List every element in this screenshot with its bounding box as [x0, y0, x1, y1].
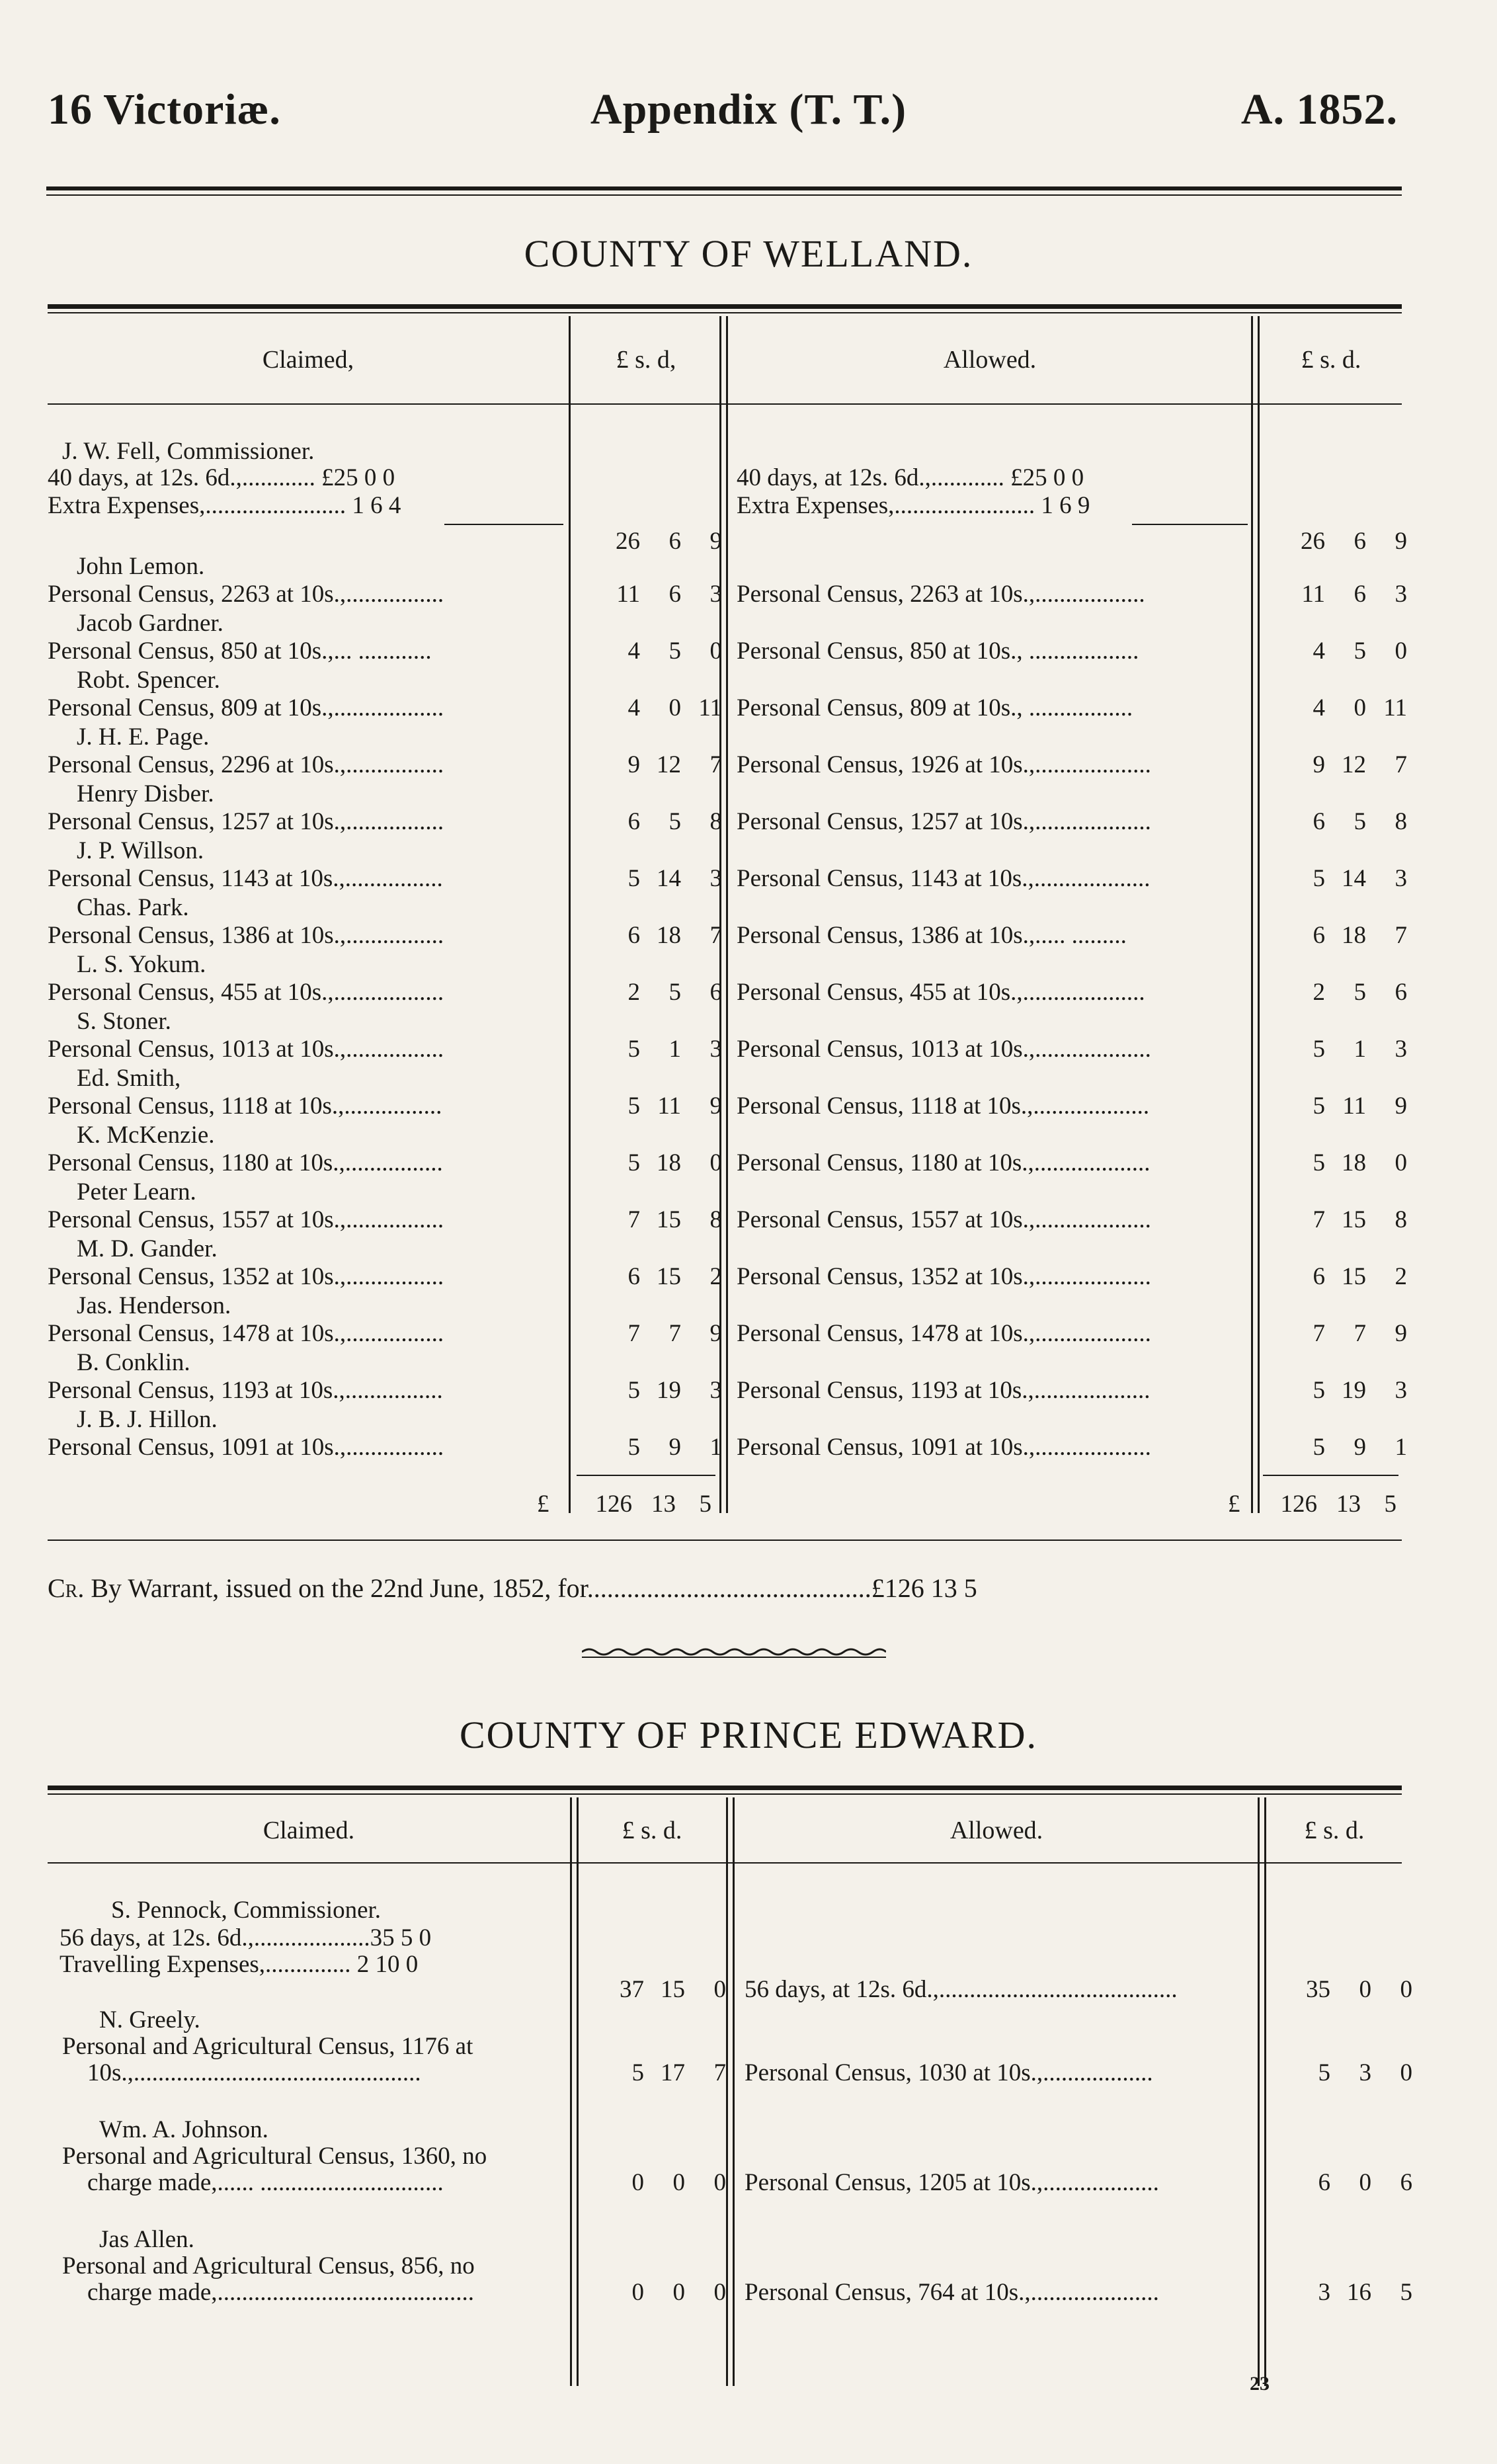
allowed-item: Personal Census, 1193 at 10s.,...................	[737, 1377, 1151, 1404]
column-header-lsd: £ s. d.	[622, 1817, 682, 1844]
shillings-value: 18	[1342, 1149, 1366, 1176]
allowed-item: Personal Census, 764 at 10s.,.....................	[745, 2279, 1159, 2306]
person-name: Ed. Smith,	[77, 1065, 181, 1092]
header-appendix: Appendix (T. T.)	[590, 85, 907, 134]
pence-value: 8	[1395, 808, 1407, 835]
person-name: Jas Allen.	[99, 2226, 194, 2253]
pence-value: 1	[1395, 1434, 1407, 1461]
allowed-item: Personal Census, 1926 at 10s.,...................	[737, 751, 1151, 778]
claimed-item: Personal and Agricultural Census, 856, no	[62, 2252, 475, 2279]
column-divider	[570, 1797, 572, 2386]
claimed-item: Personal Census, 1091 at 10s.,................	[48, 1434, 444, 1461]
pounds-value: 5	[1313, 1434, 1325, 1461]
shillings-value: 17	[661, 2059, 685, 2086]
header-session: 16 Victoriæ.	[48, 85, 281, 134]
person-name: L. S. Yokum.	[77, 951, 206, 978]
pence-value: 0	[709, 637, 722, 665]
person-name: N. Greely.	[99, 2006, 200, 2033]
claimed-item: Personal Census, 455 at 10s.,..................	[48, 979, 444, 1006]
claimed-days: 56 days, at 12s. 6d.,...................35 5 0	[60, 1924, 432, 1951]
table-top-rule-thin	[48, 312, 1402, 313]
pence-value: 3	[1395, 1036, 1407, 1063]
column-divider	[1258, 316, 1260, 1513]
pence-value: 9	[709, 1320, 722, 1347]
column-header-lsd: £ s. d.	[1304, 1817, 1365, 1844]
shillings-value: 5	[668, 637, 681, 665]
shillings-value: 9	[668, 1434, 681, 1461]
pence-value: 7	[1395, 922, 1407, 949]
shillings-value: 5	[1354, 808, 1366, 835]
pence-value: 8	[709, 1206, 722, 1233]
shillings-value: 13	[1336, 1491, 1361, 1518]
pounds-value: 5	[1313, 1149, 1325, 1176]
shillings-value: 12	[1342, 751, 1366, 778]
shillings-value: 14	[657, 865, 681, 892]
pounds-value: 4	[627, 637, 640, 665]
allowed-item: Personal Census, 1180 at 10s.,...................	[737, 1149, 1151, 1176]
allowed-item: Personal Census, 1118 at 10s.,...................	[737, 1092, 1150, 1120]
claimed-item: Personal Census, 809 at 10s.,..................	[48, 694, 444, 721]
pounds-value: 5	[627, 1036, 640, 1063]
pounds-value: 5	[1313, 1092, 1325, 1120]
total-pound-symbol: £	[537, 1491, 549, 1518]
table-head-rule	[48, 1862, 1402, 1864]
pounds-value: 6	[1318, 2169, 1330, 2196]
pence-value: 0	[709, 1149, 722, 1176]
pence-value: 3	[709, 1036, 722, 1063]
shillings-value: 3	[1359, 2059, 1371, 2086]
allowed-days: 40 days, at 12s. 6d.,............ £25 0 0	[737, 464, 1084, 491]
welland-title: COUNTY OF WELLAND.	[524, 232, 973, 275]
pence-value: 7	[709, 751, 722, 778]
pounds-value: 5	[627, 1092, 640, 1120]
shillings-value: 0	[672, 2169, 685, 2196]
person-name: Jas. Henderson.	[77, 1292, 231, 1319]
column-header-claimed: Claimed.	[263, 1817, 355, 1844]
shillings-value: 0	[1354, 694, 1366, 721]
shillings-value: 12	[657, 751, 681, 778]
shillings-value: 0	[672, 2279, 685, 2306]
allowed-item: Personal Census, 1257 at 10s.,...................	[737, 808, 1151, 835]
claimed-item: Personal Census, 1478 at 10s.,................	[48, 1320, 444, 1347]
pounds-value: 5	[627, 865, 640, 892]
person-name: Jacob Gardner.	[77, 610, 223, 637]
pounds-value: 6	[1313, 1263, 1325, 1290]
prince-edward-title: COUNTY OF PRINCE EDWARD.	[460, 1713, 1037, 1756]
pence-value: 0	[713, 2279, 726, 2306]
shillings-value: 16	[1347, 2279, 1371, 2306]
column-divider	[1251, 316, 1253, 1513]
allowed-item: Personal Census, 455 at 10s.,....................	[737, 979, 1145, 1006]
shillings-value: 18	[1342, 922, 1366, 949]
pounds-value: 4	[1313, 637, 1325, 665]
total-rule	[577, 1475, 715, 1476]
person-name: J. P. Willson.	[77, 837, 204, 864]
pence-value: 3	[1395, 865, 1407, 892]
pounds-value: 2	[627, 979, 640, 1006]
pounds-value: 9	[1313, 751, 1325, 778]
column-divider	[726, 1797, 728, 2386]
pence-value: 9	[1395, 528, 1407, 555]
column-header-lsd: £ s. d,	[616, 346, 676, 374]
claimed-item: Personal Census, 850 at 10s.,... ............	[48, 637, 432, 665]
pence-value: 0	[1400, 2059, 1412, 2086]
pounds-value: 5	[1313, 1036, 1325, 1063]
person-name: Henry Disber.	[77, 780, 214, 807]
pence-value: 5	[1400, 2279, 1412, 2306]
table-bottom-rule	[48, 1540, 1402, 1541]
column-header-allowed: Allowed.	[943, 346, 1037, 374]
allowed-item: Personal Census, 1205 at 10s.,...................	[745, 2169, 1159, 2196]
person-name: Wm. A. Johnson.	[99, 2116, 268, 2143]
pence-value: 8	[709, 808, 722, 835]
person-name: K. McKenzie.	[77, 1122, 215, 1149]
shillings-value: 11	[657, 1092, 681, 1120]
pounds-value: 5	[627, 1149, 640, 1176]
pence-value: 2	[1395, 1263, 1407, 1290]
claimed-item: Personal Census, 1118 at 10s.,................	[48, 1092, 442, 1120]
subtotal-rule	[444, 524, 563, 525]
pounds-value: 6	[627, 922, 640, 949]
pence-value: 3	[709, 1377, 722, 1404]
pence-value: 3	[1395, 1377, 1407, 1404]
shillings-value: 0	[1359, 1976, 1371, 2003]
pounds-value: 126	[1280, 1491, 1317, 1518]
column-header-lsd: £ s. d.	[1301, 346, 1361, 374]
shillings-value: 5	[1354, 637, 1366, 665]
claimed-extra: Extra Expenses,....................... 1 6 4	[48, 492, 401, 519]
shillings-value: 0	[668, 694, 681, 721]
column-divider	[569, 316, 571, 1513]
claimed-item: Personal Census, 2296 at 10s.,................	[48, 751, 444, 778]
pence-value: 6	[709, 979, 722, 1006]
header-year: A. 1852.	[1240, 85, 1398, 134]
pence-value: 3	[709, 865, 722, 892]
claimed-travel: Travelling Expenses,.............. 2 10 0	[60, 1951, 419, 1978]
shillings-value: 15	[661, 1976, 685, 2003]
warrant-cr: Cr.	[48, 1573, 85, 1603]
pence-value: 5	[699, 1491, 711, 1518]
pounds-value: 26	[1301, 528, 1325, 555]
shillings-value: 5	[668, 808, 681, 835]
allowed-item: Personal Census, 1030 at 10s.,..................	[745, 2059, 1153, 2086]
claimed-item: Personal Census, 1257 at 10s.,................	[48, 808, 444, 835]
person-name: Robt. Spencer.	[77, 667, 220, 694]
pence-value: 0	[1400, 1976, 1412, 2003]
claimed-item: Personal Census, 1013 at 10s.,................	[48, 1036, 444, 1063]
table-top-rule	[48, 1786, 1402, 1790]
pounds-value: 9	[627, 751, 640, 778]
pence-value: 9	[709, 528, 722, 555]
shillings-value: 13	[651, 1491, 676, 1518]
pounds-value: 5	[1313, 1377, 1325, 1404]
shillings-value: 15	[1342, 1206, 1366, 1233]
pounds-value: 35	[1306, 1976, 1330, 2003]
pounds-value: 6	[627, 1263, 640, 1290]
total-rule	[1263, 1475, 1398, 1476]
pounds-value: 3	[1318, 2279, 1330, 2306]
column-divider	[733, 1797, 735, 2386]
shillings-value: 1	[1354, 1036, 1366, 1063]
shillings-value: 1	[668, 1036, 681, 1063]
header-rule-thin	[46, 194, 1402, 196]
pence-value: 3	[709, 581, 722, 608]
pence-value: 8	[1395, 1206, 1407, 1233]
pounds-value: 5	[627, 1434, 640, 1461]
pence-value: 0	[1395, 637, 1407, 665]
column-header-allowed: Allowed.	[950, 1817, 1043, 1844]
pounds-value: 2	[1313, 979, 1325, 1006]
person-name: J. B. J. Hillon.	[77, 1406, 218, 1433]
footer-number: 23	[1250, 2373, 1270, 2395]
pence-value: 9	[709, 1092, 722, 1120]
claimed-item: Personal Census, 1557 at 10s.,................	[48, 1206, 444, 1233]
person-name: B. Conklin.	[77, 1349, 190, 1376]
pence-value: 11	[698, 694, 722, 721]
pence-value: 5	[1384, 1491, 1396, 1518]
shillings-value: 6	[668, 528, 681, 555]
pounds-value: 6	[627, 808, 640, 835]
column-divider	[726, 316, 728, 1513]
shillings-value: 19	[1342, 1377, 1366, 1404]
shillings-value: 0	[1359, 2169, 1371, 2196]
wavy-ornament	[582, 1647, 886, 1660]
commissioner-name: S. Pennock, Commissioner.	[111, 1897, 382, 1924]
allowed-item: Personal Census, 850 at 10s., ..................	[737, 637, 1139, 665]
pence-value: 3	[1395, 581, 1407, 608]
warrant-text: By Warrant, issued on the 22nd June, 1852, for...........................................£126 13 5	[91, 1573, 977, 1603]
shillings-value: 14	[1342, 865, 1366, 892]
pounds-value: 37	[620, 1976, 644, 2003]
shillings-value: 9	[1354, 1434, 1366, 1461]
claimed-item: Personal Census, 1386 at 10s.,................	[48, 922, 444, 949]
claimed-item-continued: charge made,..........................................	[87, 2279, 475, 2306]
allowed-item: Personal Census, 809 at 10s., .................	[737, 694, 1133, 721]
pence-value: 9	[1395, 1320, 1407, 1347]
column-divider	[1264, 1797, 1266, 2386]
shillings-value: 6	[1354, 528, 1366, 555]
claimed-item-continued: charge made,...... ..............................	[87, 2169, 444, 2196]
pounds-value: 0	[631, 2279, 644, 2306]
pounds-value: 5	[1313, 865, 1325, 892]
claimed-item: Personal Census, 1143 at 10s.,................	[48, 865, 443, 892]
table-head-rule	[48, 403, 1402, 405]
pounds-value: 5	[631, 2059, 644, 2086]
shillings-value: 11	[1342, 1092, 1366, 1120]
commissioner-name: J. W. Fell, Commissioner.	[62, 438, 315, 465]
allowed-item: Personal Census, 1352 at 10s.,...................	[737, 1263, 1151, 1290]
pence-value: 0	[713, 2169, 726, 2196]
allowed-item: Personal Census, 1143 at 10s.,...................	[737, 865, 1151, 892]
column-header-claimed: Claimed,	[262, 346, 354, 374]
pence-value: 0	[1395, 1149, 1407, 1176]
shillings-value: 5	[668, 979, 681, 1006]
subtotal-rule	[1132, 524, 1248, 525]
pence-value: 0	[713, 1976, 726, 2003]
person-name: M. D. Gander.	[77, 1235, 218, 1262]
shillings-value: 15	[1342, 1263, 1366, 1290]
shillings-value: 18	[657, 1149, 681, 1176]
shillings-value: 15	[657, 1263, 681, 1290]
shillings-value: 18	[657, 922, 681, 949]
shillings-value: 6	[1354, 581, 1366, 608]
pence-value: 1	[709, 1434, 722, 1461]
pence-value: 6	[1400, 2169, 1412, 2196]
pence-value: 7	[713, 2059, 726, 2086]
header-rule	[46, 186, 1402, 190]
pounds-value: 11	[616, 581, 640, 608]
pounds-value: 7	[627, 1320, 640, 1347]
column-divider	[577, 1797, 579, 2386]
pounds-value: 7	[627, 1206, 640, 1233]
pounds-value: 6	[1313, 808, 1325, 835]
total-pound-symbol: £	[1228, 1491, 1240, 1518]
column-divider	[1258, 1797, 1260, 2386]
pounds-value: 5	[627, 1377, 640, 1404]
pence-value: 9	[1395, 1092, 1407, 1120]
pence-value: 11	[1383, 694, 1407, 721]
prince-edward-table	[48, 1786, 1412, 2394]
claimed-item-continued: 10s.,...............................................	[87, 2059, 421, 2086]
claimed-item: Personal Census, 1180 at 10s.,................	[48, 1149, 443, 1176]
claimed-item: Personal and Agricultural Census, 1176 at	[62, 2033, 473, 2060]
pounds-value: 7	[1313, 1206, 1325, 1233]
claimed-item: Personal Census, 2263 at 10s.,................	[48, 581, 444, 608]
pence-value: 7	[1395, 751, 1407, 778]
pounds-value: 0	[631, 2169, 644, 2196]
claimed-item: Personal Census, 1352 at 10s.,................	[48, 1263, 444, 1290]
shillings-value: 7	[668, 1320, 681, 1347]
table-top-rule	[48, 304, 1402, 309]
pence-value: 7	[709, 922, 722, 949]
pounds-value: 5	[1318, 2059, 1330, 2086]
person-name: Peter Learn.	[77, 1178, 196, 1206]
person-name: John Lemon.	[77, 553, 205, 580]
allowed-days: 56 days, at 12s. 6d.,.......................................	[745, 1976, 1178, 2003]
pounds-value: 6	[1313, 922, 1325, 949]
shillings-value: 6	[668, 581, 681, 608]
pence-value: 6	[1395, 979, 1407, 1006]
allowed-item: Personal Census, 1386 at 10s.,..... .........	[737, 922, 1127, 949]
allowed-extra: Extra Expenses,....................... 1 6 9	[737, 492, 1090, 519]
pounds-value: 7	[1313, 1320, 1325, 1347]
allowed-item: Personal Census, 2263 at 10s.,..................	[737, 581, 1145, 608]
allowed-item: Personal Census, 1478 at 10s.,...................	[737, 1320, 1151, 1347]
claimed-item: Personal Census, 1193 at 10s.,................	[48, 1377, 443, 1404]
shillings-value: 7	[1354, 1320, 1366, 1347]
allowed-item: Personal Census, 1091 at 10s.,...................	[737, 1434, 1151, 1461]
pounds-value: 26	[616, 528, 640, 555]
table-top-rule-thin	[48, 1793, 1402, 1795]
pounds-value: 4	[627, 694, 640, 721]
person-name: Chas. Park.	[77, 894, 189, 921]
shillings-value: 5	[1354, 979, 1366, 1006]
shillings-value: 19	[657, 1377, 681, 1404]
pounds-value: 126	[595, 1491, 632, 1518]
allowed-item: Personal Census, 1557 at 10s.,...................	[737, 1206, 1151, 1233]
welland-table	[48, 304, 1407, 1547]
warrant-line	[48, 1573, 1402, 1604]
person-name: S. Stoner.	[77, 1008, 171, 1035]
pence-value: 2	[709, 1263, 722, 1290]
pounds-value: 11	[1301, 581, 1325, 608]
claimed-item: Personal and Agricultural Census, 1360, no	[62, 2143, 487, 2170]
claimed-days: 40 days, at 12s. 6d.,............ £25 0 0	[48, 464, 395, 491]
allowed-item: Personal Census, 1013 at 10s.,...................	[737, 1036, 1151, 1063]
shillings-value: 15	[657, 1206, 681, 1233]
pounds-value: 4	[1313, 694, 1325, 721]
person-name: J. H. E. Page.	[77, 723, 210, 751]
